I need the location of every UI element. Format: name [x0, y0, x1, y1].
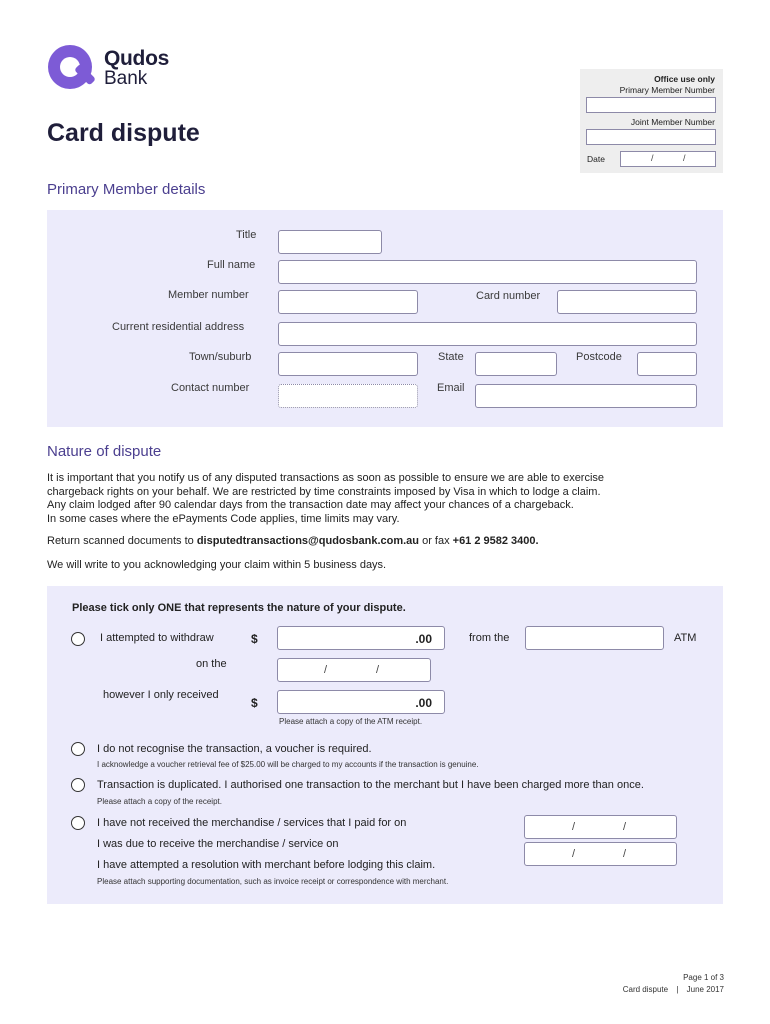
date-separator: /: [683, 153, 686, 163]
address-label: Current residential address: [112, 321, 245, 333]
date-separator: /: [623, 821, 627, 833]
email-label: Email: [437, 382, 465, 394]
office-use-heading: Office use only: [654, 74, 715, 84]
supporting-docs-note: Please attach supporting documentation, such as invoice receipt or correspondence with merchant.: [97, 877, 449, 886]
title-field[interactable]: [278, 230, 382, 254]
full-name-field[interactable]: [278, 260, 697, 284]
email-field[interactable]: [475, 384, 697, 408]
return-fax-number: +61 2 9582 3400.: [452, 535, 539, 547]
return-text: or fax: [419, 535, 453, 547]
primary-member-number-field[interactable]: [586, 97, 716, 113]
intro-line: chargeback rights on your behalf. We are restricted by time constraints imposed by Visa in which to lodge a claim.: [47, 485, 601, 498]
date-separator: /: [572, 848, 576, 860]
atm-receipt-note: Please attach a copy of the ATM receipt.: [279, 717, 423, 726]
not-recognise-option-radio[interactable]: [71, 742, 85, 756]
receipt-note: Please attach a copy of the receipt.: [97, 797, 222, 806]
atm-withdraw-label: I attempted to withdraw: [100, 632, 214, 644]
contact-number-label: Contact number: [171, 382, 250, 394]
intro-line: It is important that you notify us of any disputed transactions as soon as possible to ensure we are able to exercise: [47, 472, 605, 484]
postcode-label: Postcode: [576, 351, 622, 363]
state-field[interactable]: [475, 352, 557, 376]
logo-text-bank: Bank: [104, 68, 148, 89]
logo-text-qudos: Qudos: [104, 47, 169, 70]
due-date-field[interactable]: [524, 842, 677, 866]
atm-withdraw-amount-field[interactable]: [277, 626, 445, 650]
joint-member-number-field[interactable]: [586, 129, 716, 145]
not-received-option-radio[interactable]: [71, 816, 85, 830]
card-number-label: Card number: [476, 290, 541, 302]
footer-doc-info: [623, 985, 724, 994]
title-label: Title: [236, 229, 257, 241]
member-number-field[interactable]: [278, 290, 418, 314]
voucher-fee-note: I acknowledge a voucher retrieval fee of $25.00 will be charged to my accounts if the transaction is genuine.: [97, 760, 479, 769]
office-date-label: Date: [587, 154, 605, 164]
on-the-label: on the: [196, 658, 227, 670]
duplicated-option-radio[interactable]: [71, 778, 85, 792]
atm-label: ATM: [674, 632, 697, 644]
town-label: Town/suburb: [189, 351, 252, 363]
town-field[interactable]: [278, 352, 418, 376]
duplicated-label: Transaction is duplicated. I authorised one transaction to the merchant but I have been charged more than once.: [97, 779, 644, 791]
atm-received-amount-field[interactable]: [277, 690, 445, 714]
intro-line: In some cases where the ePayments Code applies, time limits may vary.: [47, 512, 400, 525]
page-number: Page 1 of 3: [683, 973, 724, 982]
from-the-label: from the: [469, 632, 510, 644]
dollar-sign: $: [251, 696, 258, 710]
contact-number-field[interactable]: [278, 384, 418, 408]
footer-date: June 2017: [686, 985, 724, 994]
full-name-label: Full name: [207, 259, 256, 271]
date-separator: /: [376, 664, 380, 676]
primary-member-heading: Primary Member details: [47, 181, 206, 198]
footer-doc-name: Card dispute: [622, 985, 669, 994]
address-field[interactable]: [278, 322, 697, 346]
write-back-text: We will write to you acknowledging your claim within 5 business days.: [47, 559, 387, 571]
atm-location-field[interactable]: [525, 626, 664, 650]
footer-separator: |: [676, 985, 679, 994]
date-separator: /: [651, 153, 654, 163]
office-date-field[interactable]: [620, 151, 716, 167]
amount-cents: .00: [415, 696, 432, 710]
amount-cents: .00: [415, 632, 432, 646]
paid-date-field[interactable]: [524, 815, 677, 839]
card-number-field[interactable]: [557, 290, 697, 314]
tick-instruction: Please tick only ONE that represents the nature of your dispute.: [72, 602, 406, 614]
atm-option-radio[interactable]: [71, 632, 85, 646]
dispute-intro-paragraph: [47, 472, 737, 526]
date-separator: /: [623, 848, 627, 860]
not-received-label: I have not received the merchandise / services that I paid for on: [97, 817, 407, 829]
attempted-resolution-label: I have attempted a resolution with merchant before lodging this claim.: [97, 859, 436, 871]
nature-of-dispute-heading: Nature of dispute: [47, 443, 162, 460]
return-text: Return scanned documents to: [47, 535, 197, 547]
member-number-label: Member number: [168, 289, 249, 301]
state-label: State: [438, 351, 464, 363]
due-to-receive-label: I was due to receive the merchandise / service on: [97, 838, 339, 850]
date-separator: /: [324, 664, 328, 676]
return-documents-text: [47, 535, 737, 549]
logo-mark: [48, 45, 92, 89]
office-use-box: [580, 69, 723, 173]
however-received-label: however I only received: [103, 689, 219, 701]
intro-line: Any claim lodged after 90 calendar days from the transaction date may affect your chances of a chargeback.: [47, 499, 574, 511]
joint-member-number-label: Joint Member Number: [630, 117, 715, 127]
postcode-field[interactable]: [637, 352, 697, 376]
atm-date-field[interactable]: [277, 658, 431, 682]
not-recognise-label: I do not recognise the transaction, a voucher is required.: [97, 743, 372, 755]
page-title: Card dispute: [47, 119, 200, 147]
date-separator: /: [572, 821, 576, 833]
primary-member-number-label: Primary Member Number: [619, 85, 715, 95]
dollar-sign: $: [251, 632, 258, 646]
return-email-link[interactable]: disputedtransactions@qudosbank.com.au: [196, 535, 420, 547]
